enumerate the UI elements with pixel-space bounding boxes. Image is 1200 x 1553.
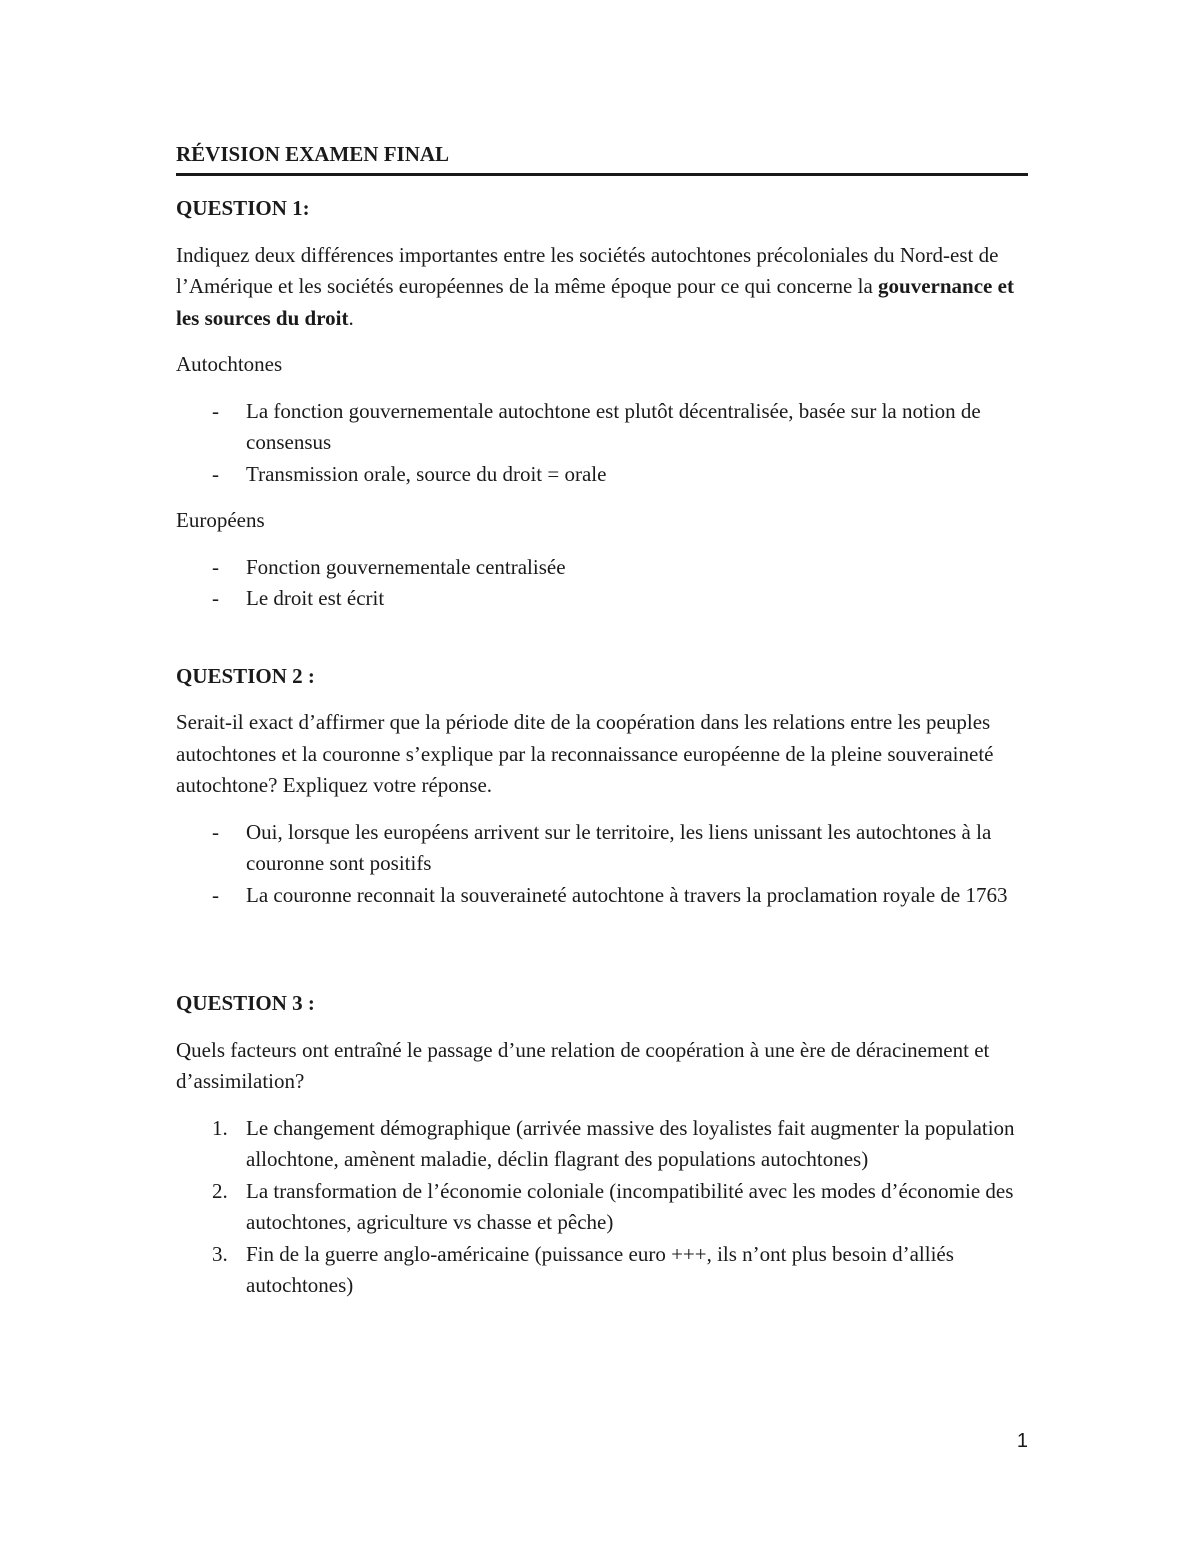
question-3-heading: QUESTION 3 : <box>176 991 315 1015</box>
list-item: - La couronne reconnait la souveraineté autochtone à travers la proclamation royale de 1763 <box>176 880 1028 912</box>
list-item: - Oui, lorsque les européens arrivent sur le territoire, les liens unissant les autochtones à la couronne sont positifs <box>176 817 1028 880</box>
document-page <box>176 137 1028 1302</box>
list-item-text: Le changement démographique (arrivée massive des loyalistes fait augmenter la population allochtone, amènent maladie, déclin flagrant des populations autochtones) <box>246 1115 1015 1171</box>
list-item: - Transmission orale, source du droit = orale <box>176 459 1028 491</box>
question-3-answer-list <box>176 1113 1028 1302</box>
question-1-prompt-text: Indiquez deux différences importantes entre les sociétés autochtones précoloniales du Nord-est de l’Amérique et les sociétés européennes de la même époque pour ce qui concerne la <box>176 242 999 298</box>
list-item: - Le droit est écrit <box>176 583 1028 615</box>
list-item-text: Fin de la guerre anglo-américaine (puissance euro +++, ils n’ont plus besoin d’alliés autochtones) <box>246 1241 954 1297</box>
list-item: - Fonction gouvernementale centralisée <box>176 552 1028 584</box>
question-2-heading: QUESTION 2 : <box>176 663 315 688</box>
question-1-group-europeens-label: Européens <box>176 508 265 532</box>
page-number: 1 <box>1016 1430 1028 1452</box>
question-3-prompt: Quels facteurs ont entraîné le passage d’une relation de coopération à une ère de déracinement et d’assimilation? <box>176 1037 990 1093</box>
document-title: RÉVISION EXAMEN FINAL <box>176 137 1028 176</box>
question-1-europeens-list <box>176 552 1028 615</box>
list-item-text: La transformation de l’économie coloniale (incompatibilité avec les modes d’économie des autochtones, agriculture vs chasse et pêche) <box>246 1178 1014 1234</box>
question-1-prompt <box>176 240 1028 335</box>
list-item <box>176 1176 1028 1239</box>
question-2-prompt: Serait-il exact d’affirmer que la période dite de la coopération dans les relations entre les peuples autochtones et la couronne s’explique par la reconnaissance européenne de la pleine souveraineté autochtone? Expliquez votre réponse. <box>176 710 994 797</box>
list-item-number: 3. <box>212 1241 228 1266</box>
question-1-prompt-emphasis: gouvernance et les sources du droit <box>176 274 1014 330</box>
list-item: - La fonction gouvernementale autochtone est plutôt décentralisée, basée sur la notion de consensus <box>176 396 1028 459</box>
list-item-number: 2. <box>212 1178 228 1203</box>
list-item <box>176 1113 1028 1176</box>
list-item-number: 1. <box>212 1115 228 1140</box>
question-1-heading: QUESTION 1: <box>176 196 310 220</box>
question-1-prompt-end: . <box>348 305 354 330</box>
question-1-group-autochtones-label: Autochtones <box>176 352 283 376</box>
list-item <box>176 1239 1028 1302</box>
question-2-answer-list <box>176 817 1028 912</box>
question-1-autochtones-list <box>176 396 1028 491</box>
